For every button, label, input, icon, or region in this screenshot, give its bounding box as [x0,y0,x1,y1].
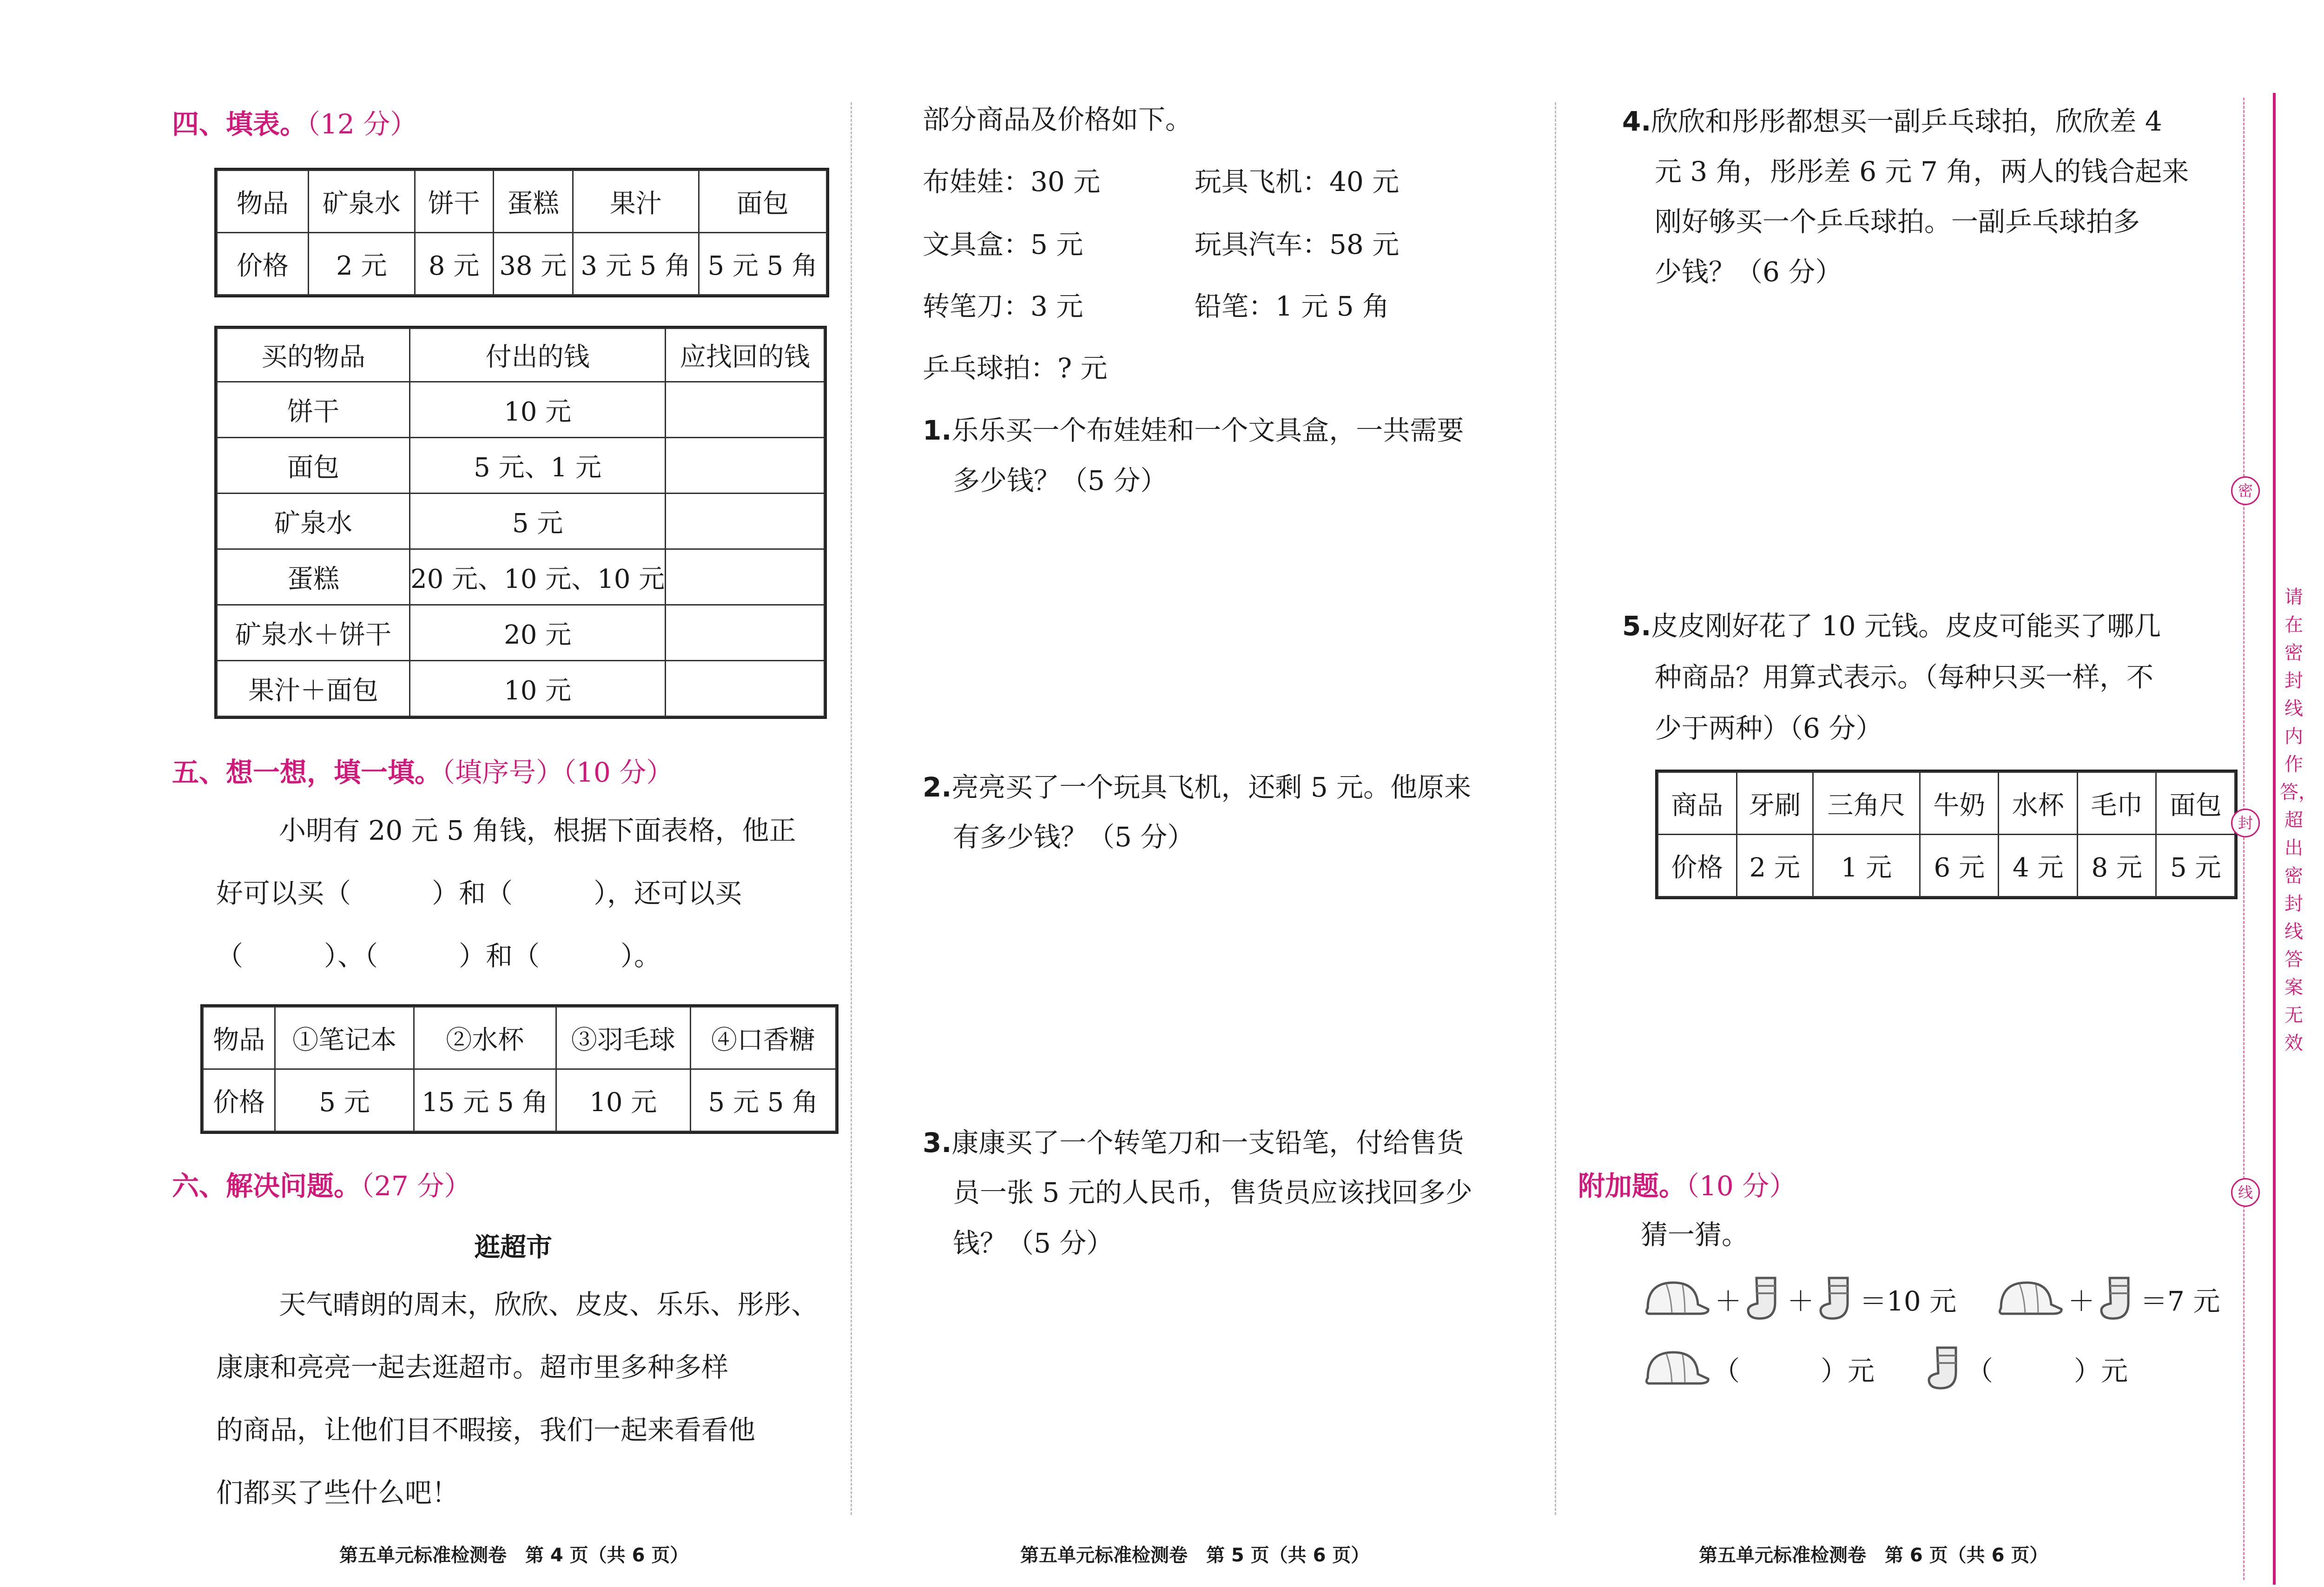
table-cell: 饼干 [415,171,493,233]
question-3: 3.康康买了一个转笔刀和一支铅笔，付给售货 [923,1127,1464,1159]
table-cell: 矿泉水 [217,494,410,549]
item-price: 玩具飞机：40 元 [1195,166,1400,198]
table-cell: 1 元 [1813,835,1920,897]
answer-area[interactable] [923,1283,1536,1506]
cap-icon [1992,1276,2066,1322]
plus-sign: ＋ [1787,1285,1815,1317]
sock-icon [1743,1276,1785,1322]
table-cell: 15 元 5 角 [414,1069,556,1132]
table-cell: 面包 [2156,772,2235,835]
answer-cell[interactable] [666,438,825,494]
seal-dashed-line [2243,98,2245,1580]
answer-blank: （ ）元 [1713,1355,1875,1387]
answer-cell[interactable] [666,549,825,605]
q5-table [1657,771,2236,897]
table-cell: 10 元 [410,382,666,438]
table-cell: 价格 [203,1069,275,1132]
bonus-answer-cap[interactable] [1638,1343,1875,1394]
equation-result: ＝7 元 [2140,1285,2220,1317]
question-1-line-2: 多少钱？（5 分） [953,465,1168,496]
question-3-line-2: 员一张 5 元的人民币，售货员应该找回多少 [953,1177,1472,1208]
bonus-guess: 猜一猜。 [1641,1219,1749,1251]
answer-area[interactable] [1622,911,2226,1134]
sock-icon [2097,1276,2139,1322]
question-4-line: 刚好够买一个乒乓球拍。一副乒乓球拍多 [1655,206,2140,237]
answer-area[interactable] [1622,316,2226,595]
table-cell: 矿泉水 [308,171,415,233]
answer-cell[interactable] [666,661,825,717]
sec5-line-3: （ ）、（ ）和（ ）。 [216,940,661,972]
answer-area[interactable] [923,878,1536,1111]
table-cell: 毛巾 [2077,772,2156,835]
question-4-line: 元 3 角，彤彤差 6 元 7 角，两人的钱合起来 [1655,156,2189,187]
table-cell: 价格 [1658,835,1737,897]
table-cell: 牙刷 [1736,772,1813,835]
column-divider [851,102,852,1515]
table-cell: 5 元 [275,1069,414,1132]
question-5-line: 种商品？用算式表示。（每种只买一样，不 [1655,661,2154,693]
answer-cell[interactable] [666,382,825,438]
table-cell: ②水杯 [414,1007,556,1069]
story-line: 们都买了些什么吧！ [216,1477,459,1508]
table-cell: 蛋糕 [493,171,573,233]
sec5-table [202,1006,837,1132]
table-cell: ④口香糖 [690,1007,836,1069]
table-cell: 8 元 [415,233,493,295]
table-header: 应找回的钱 [666,329,825,382]
bonus-equation-1 [1638,1273,1956,1324]
seal-glyph-mi: 密 [2231,476,2260,505]
seal-glyph-feng: 封 [2231,809,2260,837]
plus-sign: ＋ [2068,1285,2095,1317]
seal-solid-line [2273,93,2276,1585]
table-cell: 3 元 5 角 [573,233,699,295]
table-cell: 2 元 [308,233,415,295]
table-cell: 10 元 [410,661,666,717]
cap-icon [1638,1276,1713,1322]
table-cell: 商品 [1658,772,1737,835]
sock-icon [1816,1276,1858,1322]
item-price: 玩具汽车：58 元 [1195,229,1400,260]
table-cell: ③羽毛球 [556,1007,690,1069]
table-cell: 牛奶 [1920,772,1999,835]
table-cell: 蛋糕 [217,549,410,605]
item-price: 布娃娃：30 元 [923,166,1101,198]
answer-cell[interactable] [666,605,825,661]
table-header: 买的物品 [217,329,410,382]
section-6-title: 六、解决问题。（27 分） [172,1170,471,1202]
answer-blank: （ ）元 [1966,1355,2128,1387]
column-divider [1555,102,1556,1515]
table-cell: 面包 [699,171,826,233]
table-cell: 果汁 [573,171,699,233]
table-cell: 5 元 5 角 [699,233,826,295]
item-price: 乒乓球拍：? 元 [923,352,1108,384]
change-table [216,328,825,717]
question-4: 4.欣欣和彤彤都想买一副乒乓球拍，欣欣差 4 [1622,105,2162,137]
question-2: 2.亮亮买了一个玩具飞机，还剩 5 元。他原来 [923,771,1472,803]
question-5: 5.皮皮刚好花了 10 元钱。皮皮可能买了哪几 [1622,610,2161,642]
table-cell: ①笔记本 [275,1007,414,1069]
question-5-line: 少于两种）（6 分） [1655,712,1883,744]
table-cell: 38 元 [493,233,573,295]
story-line: 天气晴朗的周末，欣欣、皮皮、乐乐、彤彤、 [279,1289,819,1320]
bonus-equation-2 [1992,1273,2220,1324]
table-cell: 5 元 5 角 [690,1069,836,1132]
table-cell: 6 元 [1920,835,1999,897]
item-price: 文具盒：5 元 [923,229,1083,260]
table-cell: 4 元 [1999,835,2078,897]
question-2-line-2: 有多少钱？（5 分） [953,821,1195,853]
question-3-line-3: 钱？（5 分） [953,1227,1114,1259]
seal-glyph-xian: 线 [2231,1178,2260,1207]
seal-notice: 请在密封线内作答，超出密封线答案无效 [2280,586,2317,1054]
story-title: 逛超市 [474,1232,552,1263]
story-line: 的商品，让他们目不暇接，我们一起来看看他 [216,1414,756,1446]
plus-sign: ＋ [1715,1285,1742,1317]
question-4-line: 少钱？（6 分） [1655,256,1842,288]
sock-icon [1924,1345,1966,1392]
section-4-title: 四、填表。（12 分） [172,108,417,140]
bonus-title: 附加题。（10 分） [1578,1170,1796,1202]
item-price: 转笔刀：3 元 [923,290,1083,322]
table-cell: 果汁＋面包 [217,661,410,717]
sec5-line-1: 小明有 20 元 5 角钱，根据下面表格，他正 [279,815,796,846]
footer-page-6: 第五单元标准检测卷 第 6 页（共 6 页） [1699,1545,2048,1566]
equation-result: ＝10 元 [1860,1285,1957,1317]
table-cell: 矿泉水＋饼干 [217,605,410,661]
bonus-answer-sock[interactable] [1924,1343,2128,1394]
table-cell: 物品 [203,1007,275,1069]
table-cell: 水杯 [1999,772,2078,835]
table-cell: 价格 [217,233,309,295]
cap-icon [1638,1345,1713,1392]
table-cell: 三角尺 [1813,772,1920,835]
table-cell: 物品 [217,171,309,233]
table-header: 付出的钱 [410,329,666,382]
table-cell: 5 元、1 元 [410,438,666,494]
table-cell: 面包 [217,438,410,494]
table-cell: 8 元 [2077,835,2156,897]
price-table [216,170,827,296]
sec5-line-2: 好可以买（ ）和（ ），还可以买 [216,877,742,909]
answer-cell[interactable] [666,494,825,549]
item-price: 铅笔：1 元 5 角 [1195,290,1390,322]
story-line: 康康和亮亮一起去逛超市。超市里多种多样 [216,1351,729,1383]
table-cell: 5 元 [2156,835,2235,897]
question-1: 1.乐乐买一个布娃娃和一个文具盒，一共需要 [923,415,1464,446]
table-cell: 饼干 [217,382,410,438]
answer-area[interactable] [923,520,1536,744]
footer-page-5: 第五单元标准检测卷 第 5 页（共 6 页） [1020,1545,1370,1566]
section-5-title: 五、想一想，填一填。（填序号）（10 分） [172,757,673,788]
table-cell: 10 元 [556,1069,690,1132]
footer-page-4: 第五单元标准检测卷 第 4 页（共 6 页） [339,1545,689,1566]
table-cell: 20 元 [410,605,666,661]
table-cell: 5 元 [410,494,666,549]
table-cell: 2 元 [1736,835,1813,897]
items-intro: 部分商品及价格如下。 [923,104,1193,135]
table-cell: 20 元、10 元、10 元 [410,549,666,605]
